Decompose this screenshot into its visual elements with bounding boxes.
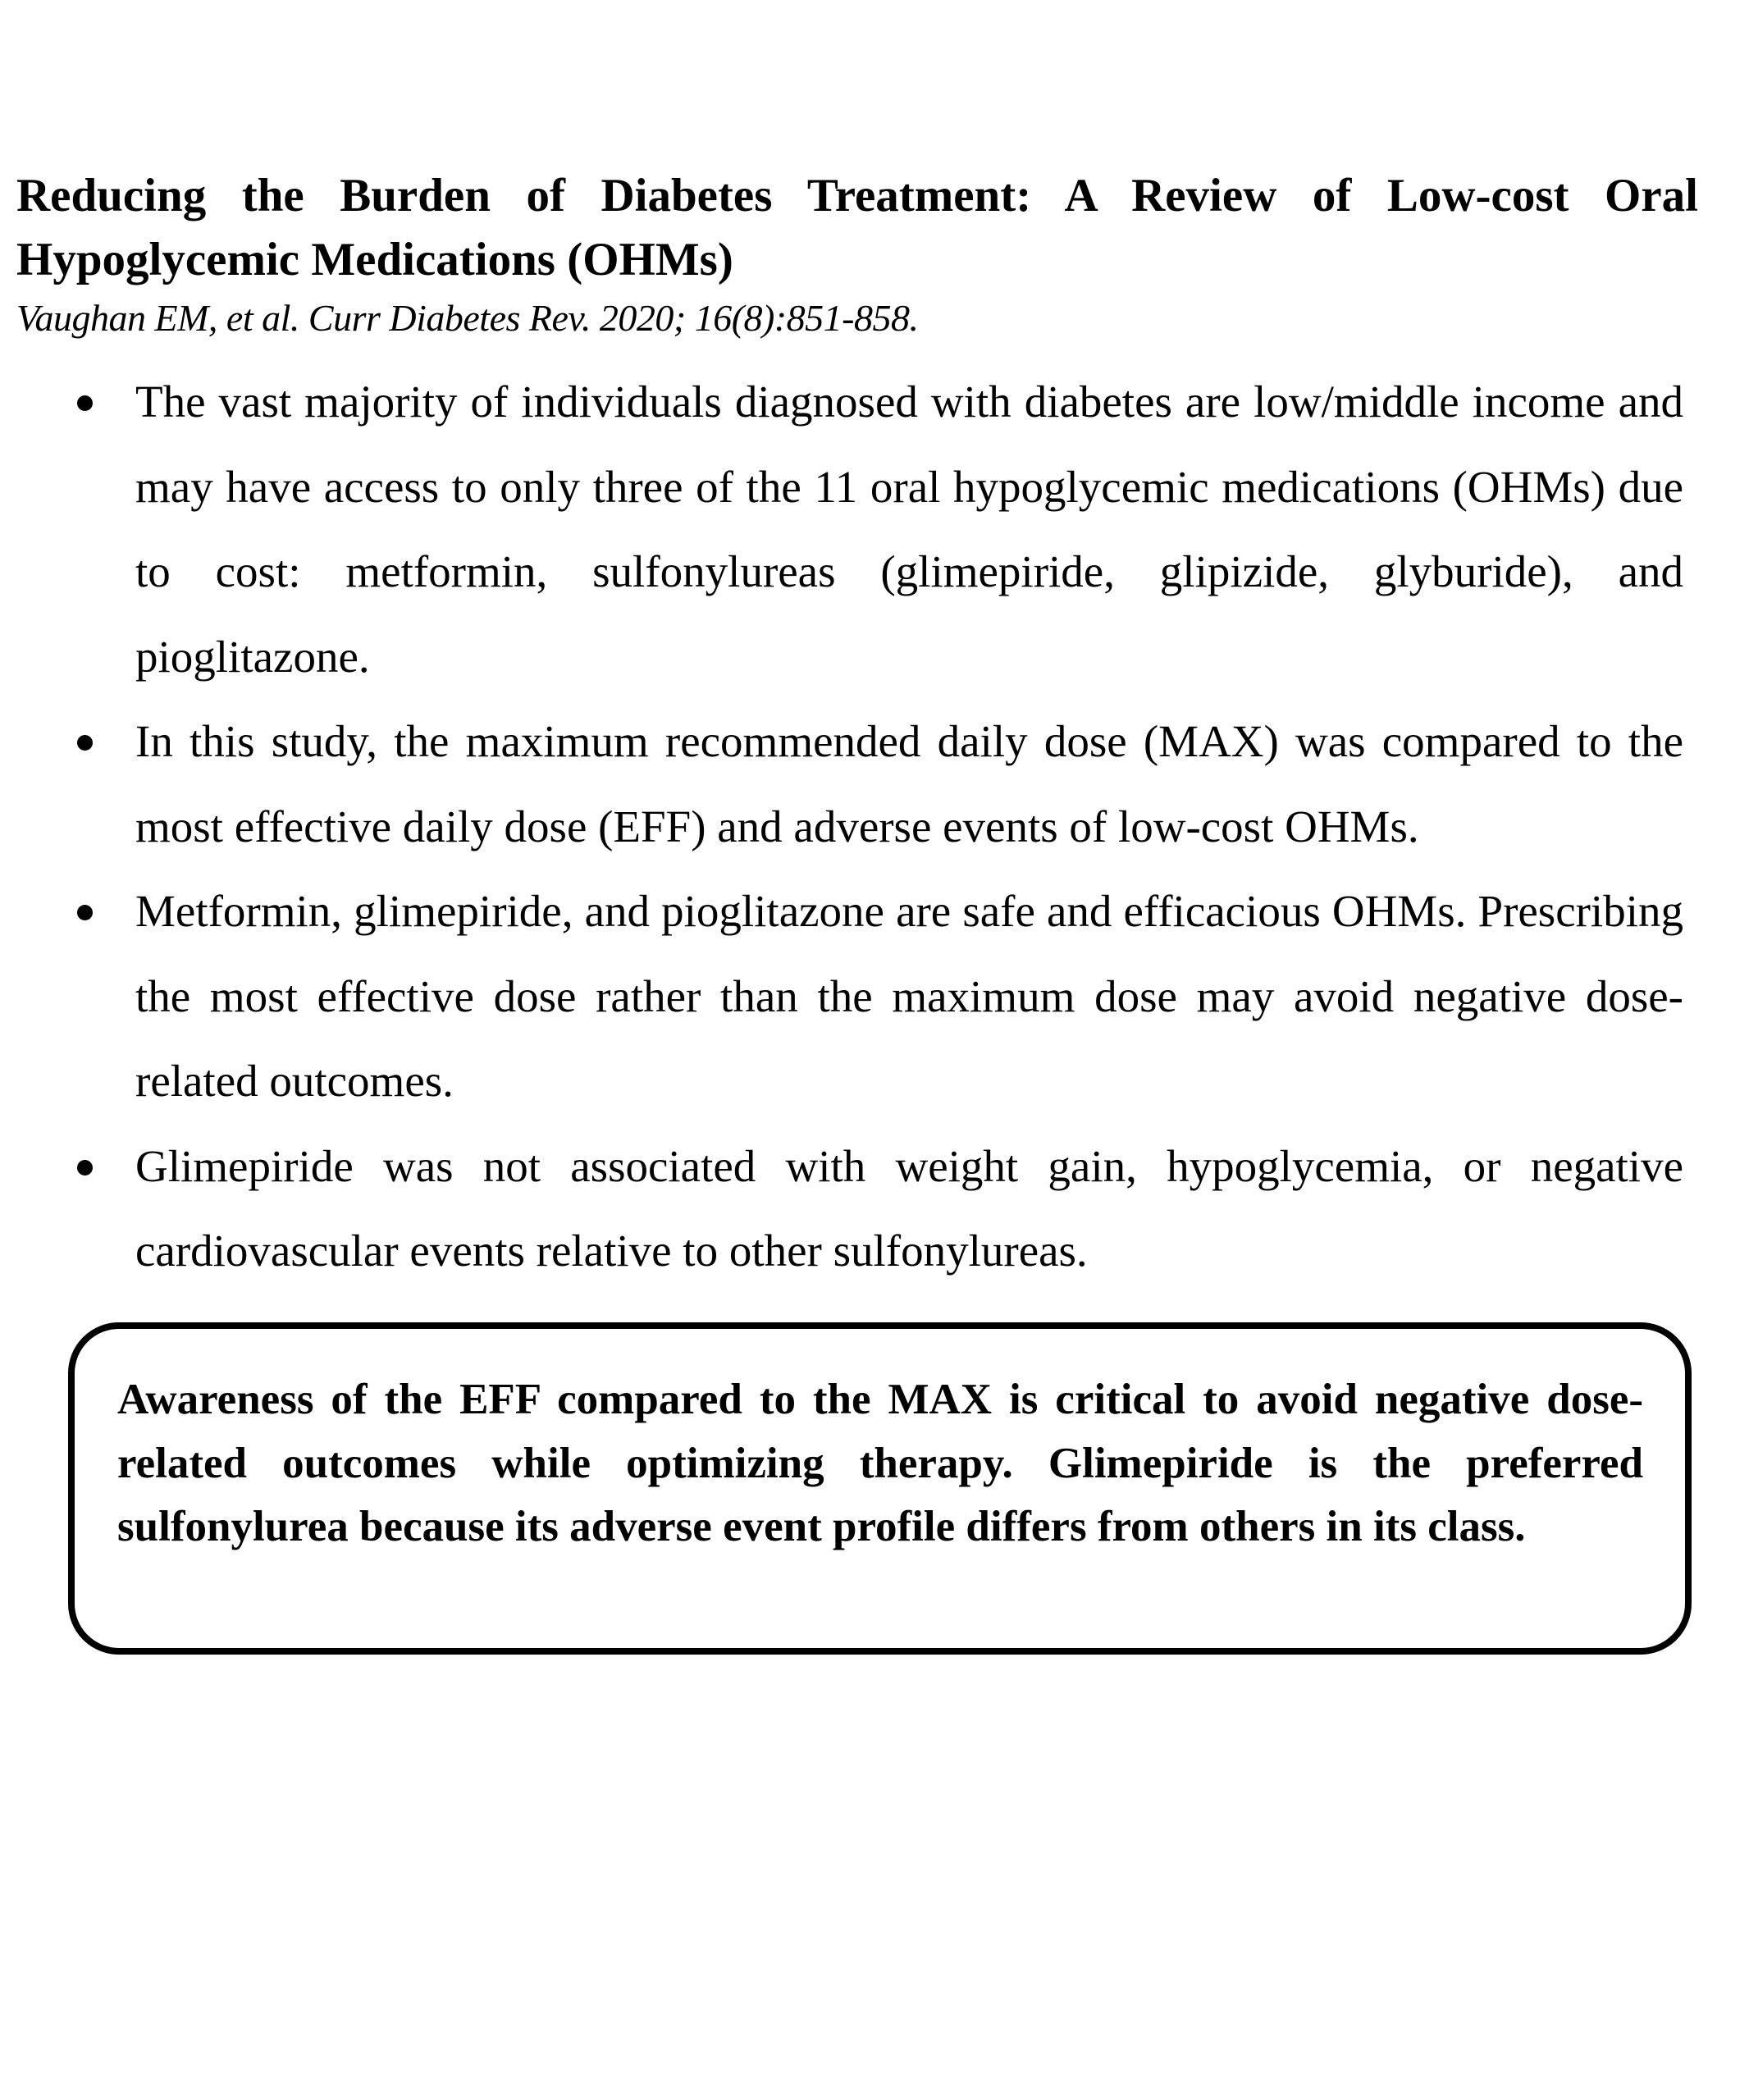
key-point-item bbox=[0, 699, 1683, 869]
key-point-text: The vast majority of individuals diagnosed with diabetes are low/middle income and may have access to only three of the 11 oral hypoglycemic medications (OHMs) due to cost: metformin, sulfonylureas (glimepiride, glipizide, glyburide), and pioglitazone. bbox=[135, 377, 1683, 682]
conclusion-callout-box bbox=[68, 1322, 1692, 1655]
key-points-list bbox=[0, 359, 1749, 1294]
article-citation: Vaughan EM, et al. Curr Diabetes Rev. 2020; 16(8):851-858. bbox=[16, 297, 919, 339]
bullet-dot-icon bbox=[77, 1160, 93, 1176]
article-title bbox=[16, 164, 1698, 292]
key-point-item bbox=[0, 869, 1683, 1124]
key-point-item bbox=[0, 1124, 1683, 1294]
article-title-line-2: Hypoglycemic Medications (OHMs) bbox=[16, 234, 733, 285]
bullet-dot-icon bbox=[77, 735, 93, 751]
bullet-dot-icon bbox=[77, 905, 93, 920]
article-header bbox=[16, 164, 1698, 343]
key-point-text: Glimepiride was not associated with weight gain, hypoglycemia, or negative cardiovascular events relative to other sulfonylureas. bbox=[135, 1140, 1683, 1276]
conclusion-text: Awareness of the EFF compared to the MAX is critical to avoid negative dose-related outcomes while optimizing therapy. Glimepiride is the preferred sulfonylurea because its adverse event profile differs from others in its class. bbox=[117, 1376, 1643, 1550]
bullet-dot-icon bbox=[77, 395, 93, 411]
article-title-line-1: Reducing the Burden of Diabetes Treatment: A Review of Low-cost Oral bbox=[16, 170, 1698, 221]
key-point-text: Metformin, glimepiride, and pioglitazone are safe and efficacious OHMs. Prescribing the most effective dose rather than the maximum dose may avoid negative dose-related outcomes. bbox=[135, 886, 1683, 1106]
key-point-item bbox=[0, 359, 1683, 699]
key-point-text: In this study, the maximum recommended daily dose (MAX) was compared to the most effective daily dose (EFF) and adverse events of low-cost OHMs. bbox=[135, 716, 1683, 851]
